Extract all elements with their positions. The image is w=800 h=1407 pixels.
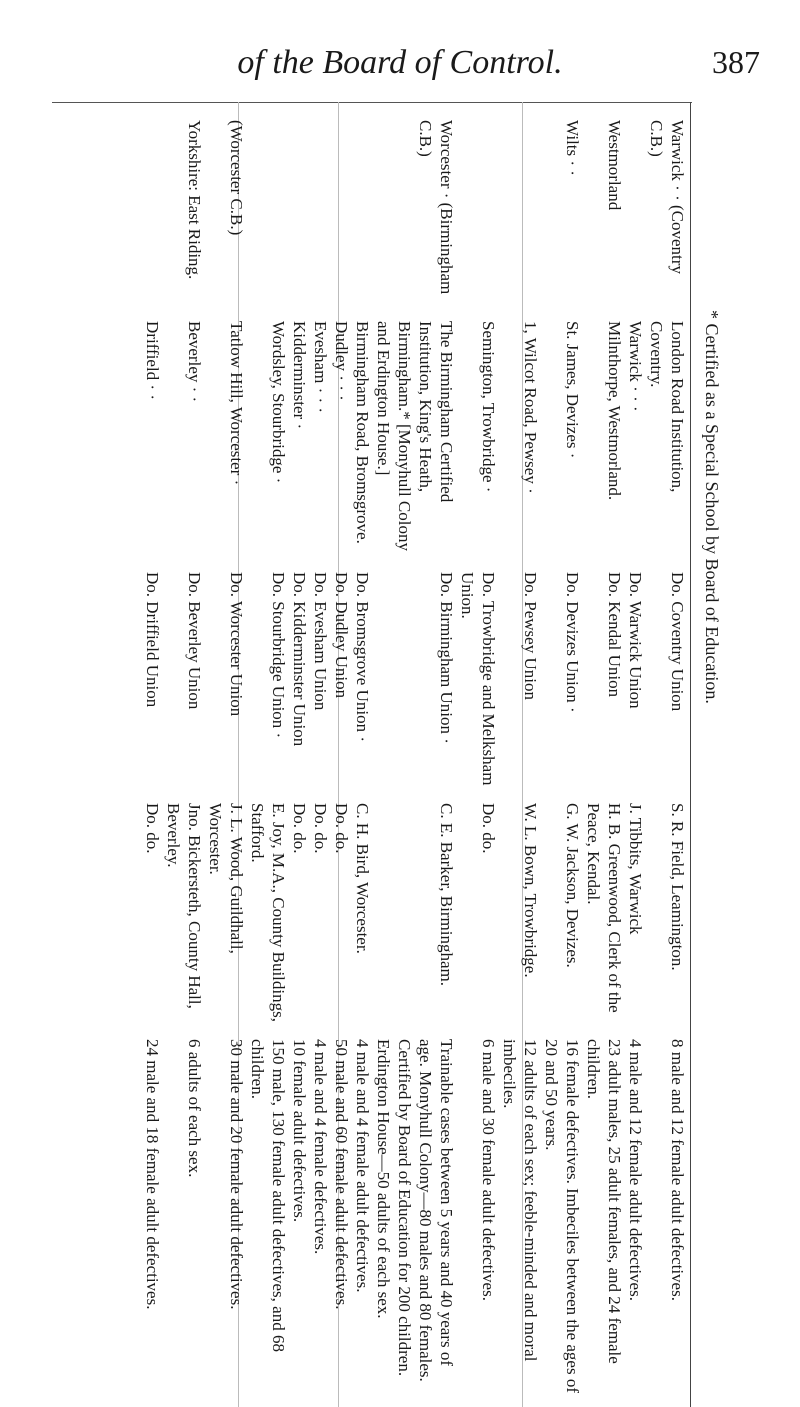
accommodation-cell: 10 female adult defectives. — [290, 1039, 309, 1223]
institution-cell: Beverley · · — [185, 321, 204, 403]
accommodation-cell: 6 male and 30 female adult defectives. — [479, 1039, 498, 1301]
table-row — [499, 112, 541, 1402]
institution-cell: Dudley · · · — [332, 321, 351, 401]
county-cell: (Worcester C.B.) — [227, 120, 246, 236]
institution-cell: Kidderminster · — [290, 321, 309, 430]
union-cell: Do. Kidderminster Union — [290, 572, 309, 747]
institution-cell: The Birmingham Certified Institution, King's Heath, Birmingham.* [Monyhull Colony and Erdington House.] — [374, 321, 456, 551]
union-cell: Do. Evesham Union — [311, 572, 330, 711]
accommodation-cell: Trainable cases between 5 years and 40 years of age. Monyhull Colony—80 males and 80 females. Certified by Board of Education for 200 children. Erdington House—50 adults of each sex. — [374, 1039, 456, 1382]
union-cell: Do. Worcester Union — [227, 572, 246, 717]
institution-cell: St. James, Devizes · — [563, 321, 582, 459]
table-row — [247, 112, 289, 1402]
table-row — [352, 112, 373, 1402]
county-cell — [352, 112, 373, 313]
clerk-cell: Do. do. — [479, 803, 498, 854]
clerk-cell: Do. do. — [290, 803, 309, 854]
rotated-table-region — [52, 112, 688, 1402]
union-cell: Do. Driffield Union — [143, 572, 162, 708]
table-row — [205, 112, 247, 1402]
accommodation-cell: 24 male and 18 female adult defectives. — [143, 1039, 162, 1310]
page-number: 387 — [712, 44, 760, 80]
accommodation-cell: 12 adults of each sex; feeble-minded and moral imbeciles. — [500, 1039, 540, 1362]
county-cell — [499, 112, 541, 313]
institution-cell: Wordsley, Stourbridge · — [269, 321, 288, 484]
page-header — [0, 38, 800, 88]
county-cell: Westmorland — [605, 120, 624, 211]
table-row — [583, 112, 625, 1402]
institutions-table — [142, 112, 688, 1402]
institution-cell: Warwick · · · — [626, 321, 645, 412]
clerk-cell: Do. do. — [311, 803, 330, 854]
accommodation-cell: 6 adults of each sex. — [185, 1039, 204, 1178]
union-cell: Do. Bromsgrove Union · — [353, 572, 372, 742]
institution-cell: Birmingham Road, Bromsgrove. — [353, 321, 372, 544]
county-cell — [310, 112, 331, 313]
clerk-cell: J. L. Wood, Guildhall, Worcester. — [206, 803, 246, 954]
table-row — [163, 112, 205, 1402]
table-row — [289, 112, 310, 1402]
county-cell — [247, 112, 289, 313]
accommodation-cell: 23 adult males, 25 adult females, and 24 female children. — [584, 1039, 624, 1364]
clerk-cell: G. W. Jackson, Devizes. — [563, 803, 582, 968]
page-title: of the Board of Control. — [237, 44, 563, 81]
institution-cell: London Road Institution, Coventry. — [647, 321, 687, 493]
county-cell — [331, 112, 352, 313]
clerk-cell: Jno. Bickersteth, County Hall, Beverley. — [164, 803, 204, 1009]
table-row — [142, 112, 163, 1402]
accommodation-cell: 4 male and 4 female adult defectives. — [353, 1039, 372, 1293]
clerk-cell: S. R. Field, Leamington. — [668, 803, 687, 971]
county-cell: Yorkshire: East Riding. — [185, 120, 204, 280]
clerk-cell: C. H. Bird, Worcester. — [353, 803, 372, 954]
county-cell: Warwick · · (Coventry C.B.) — [647, 120, 687, 274]
accommodation-cell: 8 male and 12 female adult defectives. — [668, 1039, 687, 1301]
footnote-region — [688, 110, 738, 1400]
institution-cell: Tatlow Hill, Worcester · — [227, 321, 246, 486]
union-cell: Do. Birmingham Union · — [437, 572, 456, 744]
accommodation-cell: 4 male and 4 female defectives. — [311, 1039, 330, 1255]
county-cell: Worcester · (Birmingham C.B.) — [416, 120, 456, 295]
table-row — [541, 112, 583, 1402]
clerk-cell: E. Joy, M.A., County Buildings, Stafford. — [248, 803, 288, 1022]
county-cell — [457, 112, 499, 313]
institution-cell: Milnthorpe, Westmorland. — [605, 321, 624, 501]
accommodation-cell: 150 male, 130 female adult defectives, and 68 children. — [248, 1039, 288, 1352]
union-cell: Do. Trowbridge and Melksham Union. — [458, 572, 498, 786]
accommodation-cell: 4 male and 12 female adult defectives. — [626, 1039, 645, 1301]
county-cell — [142, 112, 163, 313]
union-cell: Do. Warwick Union — [626, 572, 645, 709]
clerk-cell: H. B. Greenwood, Clerk of the Peace, Kendal. — [584, 803, 624, 1013]
accommodation-cell: 16 female defectives. Imbeciles between the ages of 20 and 50 years. — [542, 1039, 582, 1394]
institution-cell: Evesham · · · — [311, 321, 330, 414]
county-cell — [625, 112, 646, 313]
top-rule — [52, 102, 692, 103]
clerk-cell: C. E. Barker, Birmingham. — [437, 803, 456, 986]
clerk-cell: Do. do. — [143, 803, 162, 854]
accommodation-cell: 50 male and 60 female adult defectives. — [332, 1039, 351, 1310]
union-cell: Do. Stourbridge Union · — [269, 572, 288, 739]
institution-cell: Semington, Trowbridge · — [479, 321, 498, 493]
institution-cell: 1, Wilcot Road, Pewsey · — [521, 321, 540, 494]
union-cell: Do. Beverley Union — [185, 572, 204, 710]
county-cell — [289, 112, 310, 313]
union-cell: Do. Dudley Union — [332, 572, 351, 699]
union-cell: Do. Pewsey Union — [521, 572, 540, 700]
table-row — [646, 112, 688, 1402]
table-row — [373, 112, 457, 1402]
table-row — [310, 112, 331, 1402]
union-cell: Do. Coventry Union — [668, 572, 687, 712]
table-row — [625, 112, 646, 1402]
county-cell: Wilts · · — [563, 120, 582, 176]
union-cell: Do. Devizes Union · — [563, 572, 582, 713]
clerk-cell: Do. do. — [332, 803, 351, 854]
institution-cell: Driffield · · — [143, 321, 162, 400]
accommodation-cell: 30 male and 20 female adult defectives. — [227, 1039, 246, 1310]
table-row — [457, 112, 499, 1402]
footnote: * Certified as a Special School by Board of Education. — [702, 310, 722, 704]
union-cell: Do. Kendal Union — [605, 572, 624, 698]
clerk-cell: W. L. Bown, Trowbridge. — [521, 803, 540, 978]
clerk-cell: J. Tibbits, Warwick — [626, 803, 645, 935]
table-row — [331, 112, 352, 1402]
